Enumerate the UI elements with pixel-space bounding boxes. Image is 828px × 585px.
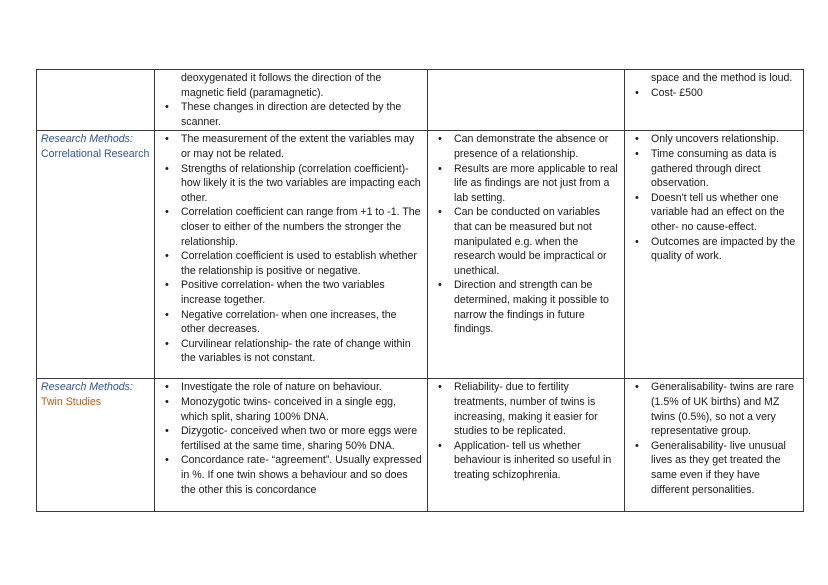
topic-label: Research Methods: (41, 133, 133, 146)
list-item: • Results are more applicable to real life as findings are not just from a lab setting. (432, 162, 620, 206)
table-row (37, 70, 804, 131)
list-item: • The measurement of the extent the variables may or may not be related. (159, 132, 423, 161)
list-item: • Generalisability- live unusual lives as they get treated the same even if they have different personalities. (629, 439, 799, 497)
weaknesses-cell (625, 70, 804, 131)
list-item: • Reliability- due to fertility treatments, number of twins is increasing, making it easier for studies to be replicated. (432, 380, 620, 438)
list-item: • Can demonstrate the absence or presence of a relationship. (432, 132, 620, 161)
list-item: • Correlation coefficient is used to establish whether the relationship is positive or negative. (159, 249, 423, 278)
topic-label: Research Methods: (41, 381, 133, 394)
list-item: deoxygenated it follows the direction of the magnetic field (paramagnetic). (181, 72, 382, 99)
list-item: • Negative correlation- when one increases, the other decreases. (159, 308, 423, 337)
notes-table (36, 69, 804, 512)
topic-name: Twin Studies (41, 395, 102, 408)
list-item: • Strengths of relationship (correlation coefficient)- how likely it is the two variables are impacting each other. (159, 162, 423, 206)
list-item: • Curvilinear relationship- the rate of change within the variables is not constant. (159, 337, 423, 366)
list-item: • Investigate the role of nature on behaviour. (159, 380, 423, 395)
description-cell (155, 131, 428, 379)
topic-name: Correlational Research (41, 147, 150, 160)
strengths-cell (428, 70, 625, 131)
list-item: • Concordance rate- “agreement”. Usually expressed in %. If one twin shows a behaviour and so does the other this is concordance (159, 453, 423, 497)
list-item: • Dizygotic- conceived when two or more eggs were fertilised at the same time, sharing 50% DNA. (159, 424, 423, 453)
list-item: • Cost- £500 (629, 86, 799, 101)
list-item: • Monozygotic twins- conceived in a single egg, which split, sharing 100% DNA. (159, 395, 423, 424)
list-item: space and the method is loud. (651, 72, 793, 84)
table-row (37, 131, 804, 379)
description-cell (155, 379, 428, 512)
strengths-cell (428, 131, 625, 379)
list-item: • These changes in direction are detected by the scanner. (159, 100, 423, 129)
description-cell (155, 70, 428, 131)
list-item: • Application- tell us whether behaviour is inherited so useful in treating schizophrenia. (432, 439, 620, 483)
weaknesses-cell (625, 131, 804, 379)
weaknesses-cell (625, 379, 804, 512)
list-item: • Only uncovers relationship. (629, 132, 799, 147)
list-item: • Direction and strength can be determined, making it possible to narrow the findings in future findings. (432, 278, 620, 336)
topic-cell (37, 379, 155, 512)
list-item: • Doesn't tell us whether one variable had an effect on the other- no cause-effect. (629, 191, 799, 235)
list-item: • Can be conducted on variables that can be measured but not manipulated e.g. when the research would be impractical or unethical. (432, 205, 620, 278)
list-item: • Generalisability- twins are rare (1.5% of UK births) and MZ twins (0.5%), so not a very representative group. (629, 380, 799, 438)
topic-cell (37, 131, 155, 379)
table-row (37, 379, 804, 512)
strengths-cell (428, 379, 625, 512)
list-item: • Outcomes are impacted by the quality of work. (629, 235, 799, 264)
topic-cell (37, 70, 155, 131)
list-item: • Correlation coefficient can range from +1 to -1. The closer to either of the numbers the stronger the relationship. (159, 205, 423, 249)
list-item: • Time consuming as data is gathered through direct observation. (629, 147, 799, 191)
list-item: • Positive correlation- when the two variables increase together. (159, 278, 423, 307)
